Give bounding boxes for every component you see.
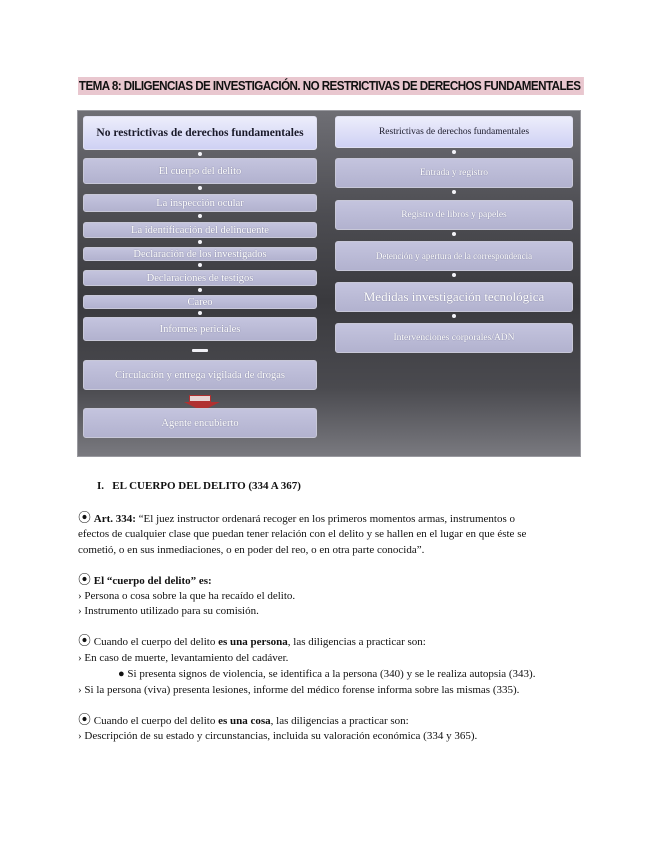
connector-dot: [198, 311, 202, 315]
art-334-line-1: [78, 510, 515, 527]
connector-dot: [452, 150, 456, 154]
art-334-line-2: efectos de cualquier clase que puedan tener relación con el delito y se hallen en el lugar en que éste se: [78, 528, 527, 540]
connector-dot: [198, 186, 202, 190]
left-item-box: Agente encubierto: [83, 408, 317, 438]
section-number: I.: [97, 480, 105, 492]
down-arrow-icon: [189, 395, 211, 402]
left-item-box: Declaración de los investigados: [83, 247, 317, 261]
list-item: › En caso de muerte, levantamiento del cadáver.: [78, 652, 289, 664]
connector-dot: [452, 190, 456, 194]
right-item-box: Medidas investigación tecnológica: [335, 282, 573, 312]
left-item-box: El cuerpo del delito: [83, 158, 317, 184]
left-item-box: Declaraciones de testigos: [83, 270, 317, 286]
connector-dot: [198, 288, 202, 292]
art-334-lead: Art. 334:: [93, 513, 136, 525]
connector-dot: [198, 214, 202, 218]
left-item-box: La inspección ocular: [83, 194, 317, 212]
connector-dot: [452, 232, 456, 236]
left-item-box: Informes periciales: [83, 317, 317, 341]
connector-dot: [452, 314, 456, 318]
cuerpo-delito-heading: [78, 572, 212, 589]
radio-bullet-icon: ⦿: [78, 633, 92, 648]
radio-bullet-icon: ⦿: [78, 572, 92, 587]
section-title: EL CUERPO DEL DELITO (334 A 367): [112, 480, 301, 492]
diligencias-diagram: [77, 110, 581, 457]
connector-dot: [198, 263, 202, 267]
cosa-heading: ⦿ Cuando el cuerpo del delito es una cosa, las diligencias a practicar son:: [78, 712, 409, 727]
connector-dot: [198, 240, 202, 244]
connector-bar: [192, 349, 208, 352]
radio-bullet-icon: ⦿: [78, 712, 92, 727]
art-334-text: “El juez instructor ordenará recoger en los primeros momentos armas, instrumentos o: [135, 513, 516, 525]
right-item-box: Detención y apertura de la correspondencia: [335, 241, 573, 271]
list-item: › Instrumento utilizado para su comisión.: [78, 605, 259, 617]
right-item-box: Registro de libros y papeles: [335, 200, 573, 230]
left-header-box: No restrictivas de derechos fundamentales: [83, 116, 317, 150]
right-header-box: Restrictivas de derechos fundamentales: [335, 116, 573, 148]
page-title: TEMA 8: DILIGENCIAS DE INVESTIGACIÓN. NO RESTRICTIVAS DE DERECHOS FUNDAMENTALES: [78, 77, 584, 95]
left-item-box: Careo: [83, 295, 317, 309]
list-item: › Si la persona (viva) presenta lesiones, informe del médico forense informa sobre las mismas (335).: [78, 684, 520, 696]
left-item-box: Circulación y entrega vigilada de drogas: [83, 360, 317, 390]
radio-bullet-icon: ⦿: [78, 510, 92, 525]
persona-heading: ⦿ Cuando el cuerpo del delito es una persona, las diligencias a practicar son:: [78, 633, 426, 648]
list-item: › Descripción de su estado y circunstancias, incluida su valoración económica (334 y 365).: [78, 730, 478, 742]
right-item-box: Intervenciones corporales/ADN: [335, 323, 573, 353]
connector-dot: [198, 152, 202, 156]
art-334-line-3: cometió, o en sus inmediaciones, o en poder del reo, o en otra parte conocida”.: [78, 544, 425, 556]
left-item-box: La identificación del delincuente: [83, 222, 317, 238]
connector-dot: [452, 273, 456, 277]
sub-list-item: ● Si presenta signos de violencia, se identifica a la persona (340) y se le realiza autopsia (343).: [118, 668, 536, 680]
section-heading: [97, 480, 301, 492]
list-item: › Persona o cosa sobre la que ha recaído el delito.: [78, 590, 296, 602]
cuerpo-delito-lead: El “cuerpo del delito” es:: [93, 575, 212, 587]
right-item-box: Entrada y registro: [335, 158, 573, 188]
